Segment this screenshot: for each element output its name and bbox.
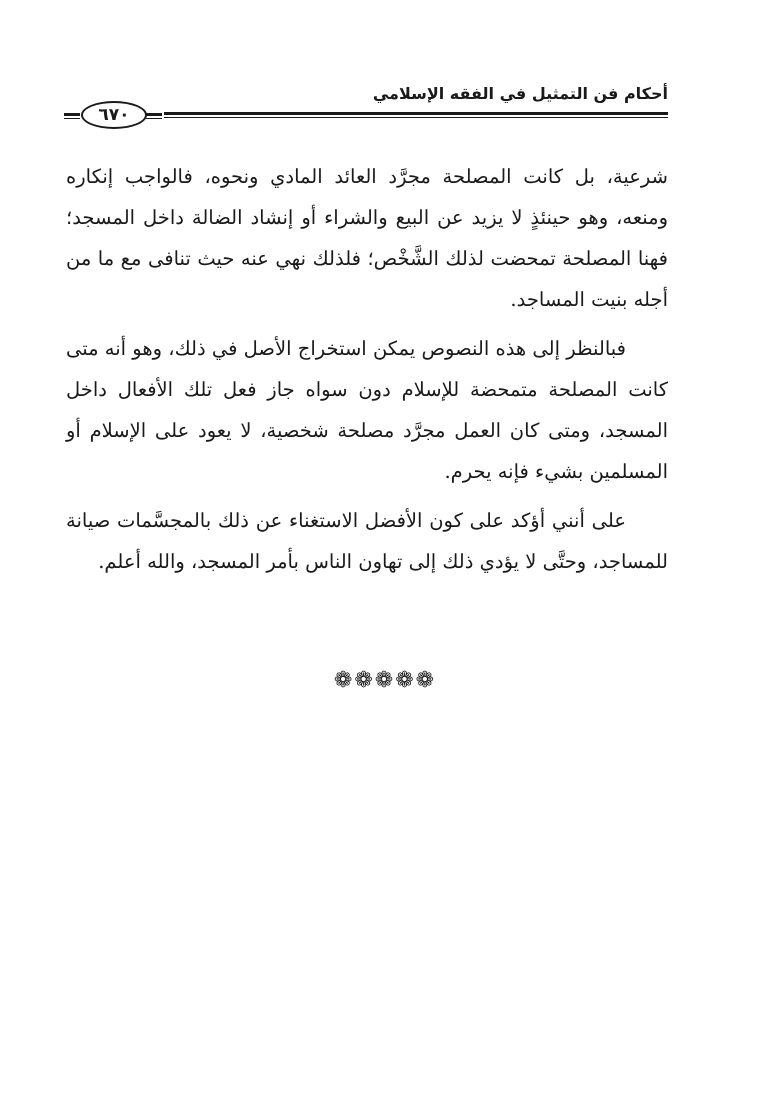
page-header	[64, 84, 668, 132]
paragraph: شرعية، بل كانت المصلحة مجرَّد العائد المادي ونحوه، فالواجب إنكاره ومنعه، وهو حينئذٍ لا يزيد عن البيع والشراء أو إنشاد الضالة داخل المسجد؛ فهنا المصلحة تمحضت لذلك الشَّخْص؛ فلذلك نهي عنه حيث تنافى مع ما من أجله بنيت المساجد.	[66, 165, 668, 311]
page-number-dash	[64, 113, 80, 116]
paragraph: فبالنظر إلى هذه النصوص يمكن استخراج الأصل في ذلك، وهو أنه متى كانت المصلحة متمحضة للإسلام دون سواه جاز فعل تلك الأفعال داخل المسجد، ومتى كان العمل مجرَّد مصلحة شخصية، لا يعود على الإسلام أو المسلمين بشيء فإنه يحرم.	[66, 337, 668, 483]
page-number-dash	[146, 113, 162, 116]
page-number-dash	[146, 118, 162, 119]
page-number-frame	[64, 100, 164, 130]
page-number-dash	[64, 118, 80, 119]
section-end-ornament: ❁❁❁❁❁	[333, 668, 437, 693]
page-number: ٦٧٠	[81, 101, 147, 129]
paragraph: على أنني أؤكد على كون الأفضل الاستغناء عن ذلك بالمجسَّمات صيانة للمساجد، وحتَّى لا يؤدي ذلك إلى تهاون الناس بأمر المسجد، والله أعلم.	[66, 509, 668, 573]
body-text	[66, 156, 668, 590]
running-title: أحكام فن التمثيل في الفقه الإسلامي	[372, 84, 668, 103]
